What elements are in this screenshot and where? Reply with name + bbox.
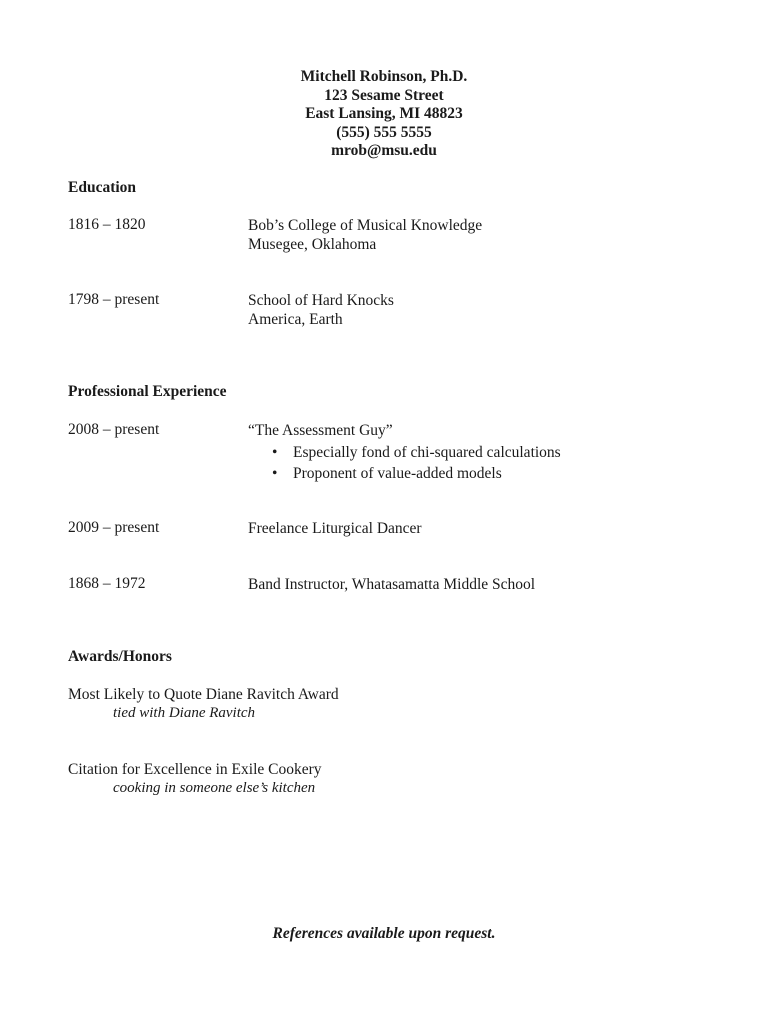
list-item [248,463,561,484]
job-title: Freelance Liturgical Dancer [248,520,422,537]
education-entry [248,291,394,329]
institution-name: School of Hard Knocks [248,292,394,309]
experience-entry [248,421,561,484]
list-item-text: Proponent of value-added models [293,465,502,482]
job-details-list [248,442,561,484]
institution-name: Bob’s College of Musical Knowledge [248,217,483,234]
awards-heading: Awards/Honors [68,648,172,665]
experience-dates: 2008 – present [68,421,160,438]
street-address: 123 Sesame Street [324,86,444,104]
institution-location: Musegee, Oklahoma [248,236,377,253]
city-state-zip: East Lansing, MI 48823 [305,105,463,123]
institution-location: America, Earth [248,311,343,328]
education-dates: 1798 – present [68,291,160,308]
education-heading: Education [68,179,137,196]
list-item [248,442,561,463]
experience-dates: 2009 – present [68,519,160,536]
phone-number: (555) 555 5555 [336,123,432,141]
award-note: cooking in someone else’s kitchen [113,780,316,796]
award-name: Citation for Excellence in Exile Cookery [68,761,322,778]
contact-header [0,68,768,161]
education-entry [248,216,482,254]
award-item [68,685,339,723]
award-name: Most Likely to Quote Diane Ravitch Award [68,686,339,703]
experience-entry [248,519,422,538]
award-note: tied with Diane Ravitch [113,705,256,721]
award-item [68,760,322,798]
job-title: Band Instructor, Whatasamatta Middle School [248,576,536,593]
experience-entry [248,575,535,594]
bullet-icon: • [272,465,278,482]
job-title: “The Assessment Guy” [248,422,393,439]
person-name: Mitchell Robinson, Ph.D. [300,68,468,85]
bullet-icon: • [272,444,278,461]
experience-heading: Professional Experience [68,383,227,400]
email-address: mrob@msu.edu [331,142,437,160]
references-note: References available upon request. [272,925,496,942]
list-item-text: Especially fond of chi-squared calculations [293,444,561,461]
experience-dates: 1868 – 1972 [68,575,146,592]
education-dates: 1816 – 1820 [68,216,146,233]
